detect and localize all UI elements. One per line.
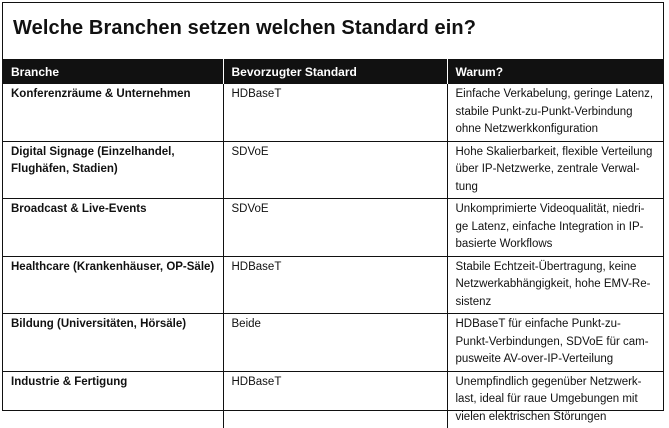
cell-branche: Bildung (Universitäten, Hörsäle) bbox=[3, 314, 223, 372]
header-row bbox=[3, 59, 663, 84]
cell-branche: Konferenzräume & Unternehmen bbox=[11, 88, 191, 100]
table-title: Welche Branchen setzen welchen Standard ein? bbox=[13, 17, 477, 39]
comparison-table-box bbox=[2, 2, 664, 423]
cell-standard: HDBaseT bbox=[223, 84, 447, 141]
cell-standard: SDVoE bbox=[223, 199, 447, 257]
cell-warum: Unkomprimierte Videoqualität, niedri- ge Latenz, einfache Integration in IP- basierte Workflows bbox=[447, 199, 663, 257]
cell-branche: Industrie & Fertigung bbox=[3, 371, 223, 428]
table-row bbox=[3, 141, 663, 199]
cell-standard: SDVoE bbox=[223, 141, 447, 199]
industry-standard-table bbox=[3, 59, 663, 428]
cell-warum: Stabile Echtzeit-Übertragung, keine Netzwerkabhängigkeit, hohe EMV-Re- sistenz bbox=[447, 256, 663, 314]
header-standard: Bevorzugter Standard bbox=[223, 59, 447, 84]
header-warum: Warum? bbox=[447, 59, 663, 84]
cell-standard: HDBaseT bbox=[223, 371, 447, 428]
table-row bbox=[3, 371, 663, 428]
cell-warum: Hohe Skalierbarkeit, flexible Verteilung über IP-Netzwerke, zentrale Verwal- tung bbox=[447, 141, 663, 199]
table-row bbox=[3, 199, 663, 257]
cell-branche: Digital Signage (Einzelhandel, Flughäfen, Stadien) bbox=[3, 141, 223, 199]
cell-warum: Einfache Verkabelung, geringe Latenz, stabile Punkt-zu-Punkt-Verbindung ohne Netzwerkkonfiguration bbox=[447, 84, 663, 141]
cell-standard: HDBaseT bbox=[223, 256, 447, 314]
table-row bbox=[3, 314, 663, 372]
cell-branche: Healthcare (Krankenhäuser, OP-Säle) bbox=[3, 256, 223, 314]
cell-warum: HDBaseT für einfache Punkt-zu- Punkt-Verbindungen, SDVoE für cam- pusweite AV-over-IP-Verteilung bbox=[447, 314, 663, 372]
cell-standard: Beide bbox=[223, 314, 447, 372]
table-row bbox=[3, 84, 663, 141]
cell-branche: Broadcast & Live-Events bbox=[3, 199, 223, 257]
table-row bbox=[3, 256, 663, 314]
header-branche: Branche bbox=[3, 59, 223, 84]
cell-warum: Unempfindlich gegenüber Netzwerk- last, ideal für raue Umgebungen mit vielen elektrischen Störungen bbox=[447, 371, 663, 428]
